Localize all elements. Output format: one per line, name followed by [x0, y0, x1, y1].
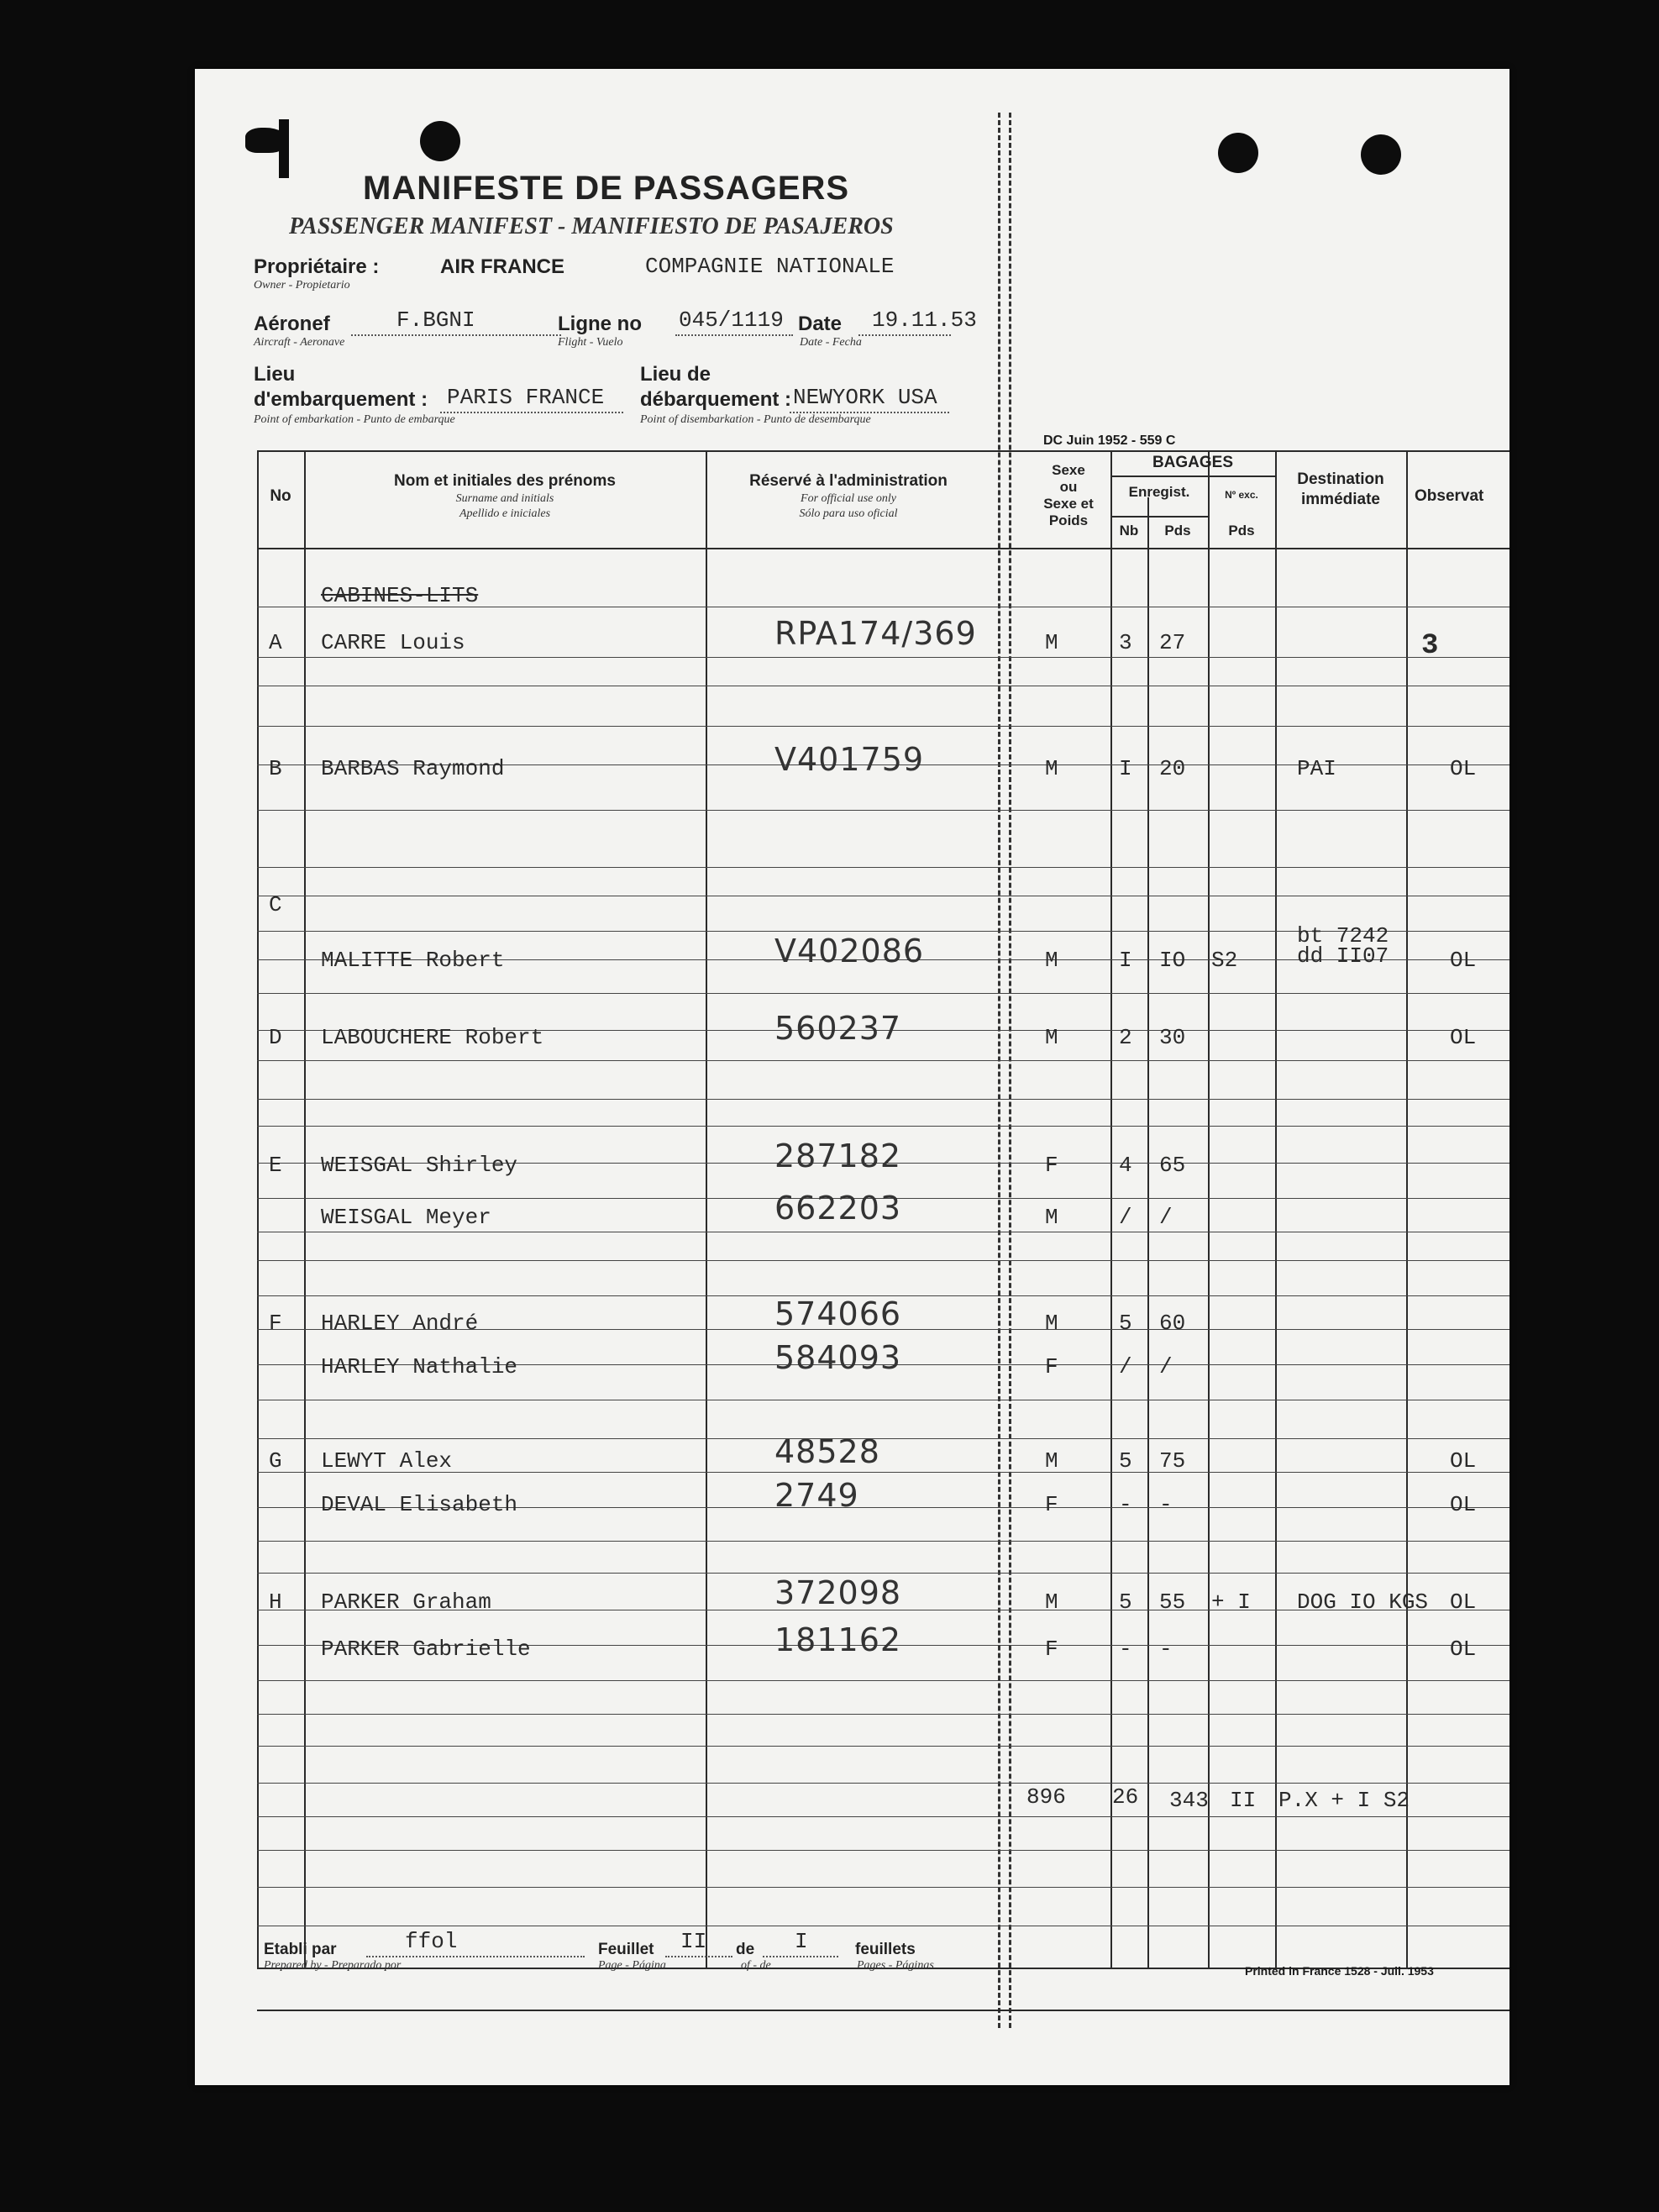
row-letter: F	[269, 1311, 282, 1336]
ruled-line	[257, 1438, 1509, 1439]
punch-hole	[1218, 133, 1258, 173]
date-value: 19.11.53	[872, 307, 977, 333]
ruled-line	[257, 1887, 1509, 1888]
of-label: de	[736, 1941, 755, 1958]
owner-value: AIR FRANCE	[440, 255, 564, 278]
ticket-number: 574066	[774, 1295, 902, 1332]
sex: F	[1045, 1354, 1058, 1379]
disembark-value: NEWYORK USA	[793, 385, 937, 410]
row-letter: D	[269, 1025, 282, 1050]
passenger-name: HARLEY André	[321, 1311, 479, 1336]
printed-note: Printed in France 1528 - Juil. 1953	[1245, 1964, 1434, 1978]
passenger-name: PARKER Graham	[321, 1589, 491, 1615]
date-sublabel: Date - Fecha	[800, 336, 862, 349]
col-header-name: Nom et initiales des prénoms	[394, 472, 616, 490]
sex: M	[1045, 1025, 1058, 1050]
of-value: I	[795, 1929, 808, 1954]
disembark-sublabel: Point of disembarkation - Punto de desembarque	[640, 413, 871, 426]
sheets-label: feuillets	[855, 1941, 916, 1958]
bag-count: 5	[1119, 1311, 1132, 1336]
ruled-line	[257, 1099, 1509, 1100]
passenger-name: DEVAL Elisabeth	[321, 1492, 518, 1517]
embark-sublabel: Point of embarkation - Punto de embarque	[254, 413, 455, 426]
sex: M	[1045, 1311, 1058, 1336]
bag-count: 5	[1119, 1589, 1132, 1615]
ticket-number: 584093	[774, 1339, 902, 1376]
total-bags: 26	[1112, 1784, 1139, 1810]
sheets-sublabel: Pages - Páginas	[857, 1959, 934, 1972]
ticket-number: RPA174/369	[774, 615, 977, 652]
sheet-label: Feuillet	[598, 1941, 654, 1958]
embark-label-2: d'embarquement :	[254, 388, 428, 411]
ticket-number: 2749	[774, 1477, 859, 1514]
ruled-line	[257, 1260, 1509, 1261]
ticket-number: 48528	[774, 1433, 880, 1470]
bag-weight: IO	[1159, 948, 1186, 973]
sex: M	[1045, 756, 1058, 781]
bag-count: 4	[1119, 1153, 1132, 1178]
passenger-name: WEISGAL Shirley	[321, 1153, 518, 1178]
col-header-registered: Enregist.	[1128, 484, 1190, 500]
aircraft-value: F.BGNI	[396, 307, 475, 333]
passenger-name: HARLEY Nathalie	[321, 1354, 518, 1379]
destination: bt 7242 dd II07	[1297, 923, 1389, 969]
prepared-value: ffol	[405, 1929, 458, 1954]
passenger-name: MALITTE Robert	[321, 948, 505, 973]
row-letter: E	[269, 1153, 282, 1178]
bag-weight: 55	[1159, 1589, 1186, 1615]
destination: DOG IO KGS	[1297, 1589, 1429, 1615]
owner-label: Propriétaire :	[254, 255, 380, 278]
ruled-line	[257, 726, 1509, 727]
passenger-name: CARRE Louis	[321, 630, 465, 655]
ticket-number: 181162	[774, 1621, 902, 1658]
ticket-number: V401759	[774, 741, 925, 778]
ruled-line	[257, 1060, 1509, 1061]
col-header-observations: Observat	[1415, 487, 1484, 505]
bag-weight: 30	[1159, 1025, 1186, 1050]
col-header-immediate: immédiate	[1301, 491, 1380, 508]
bag-count: I	[1119, 948, 1132, 973]
bag-count: 2	[1119, 1025, 1132, 1050]
ruled-line	[257, 1746, 1509, 1747]
col-header-sex: Sexe	[1052, 462, 1085, 478]
ticket-number: 287182	[774, 1138, 902, 1174]
bag-weight: 65	[1159, 1153, 1186, 1178]
excess-baggage: S2	[1211, 948, 1238, 973]
passenger-name: WEISGAL Meyer	[321, 1205, 491, 1230]
ruled-line	[257, 1573, 1509, 1574]
disembark-label-2: débarquement :	[640, 388, 792, 411]
ruled-line	[257, 657, 1509, 658]
line-value: 045/1119	[679, 307, 784, 333]
ruled-line	[257, 1541, 1509, 1542]
date-label: Date	[798, 313, 843, 335]
passenger-name: BARBAS Raymond	[321, 756, 505, 781]
bag-weight: -	[1159, 1492, 1173, 1517]
total-destination: P.X + I S2	[1278, 1788, 1410, 1813]
bag-weight: 20	[1159, 756, 1186, 781]
row-letter: H	[269, 1589, 282, 1615]
ruled-line	[257, 810, 1509, 811]
observation: OL	[1450, 1492, 1477, 1517]
total-bag-weight: 343	[1169, 1788, 1209, 1813]
sex: F	[1045, 1153, 1058, 1178]
line-sublabel: Flight - Vuelo	[558, 336, 623, 349]
bag-count: -	[1119, 1492, 1132, 1517]
bag-weight: 27	[1159, 630, 1186, 655]
col-header-sex-and: Sexe et	[1043, 496, 1094, 512]
col-header-admin-es: Sólo para uso oficial	[799, 507, 898, 520]
fold-divider	[998, 113, 1011, 2028]
row-letter: C	[269, 892, 282, 917]
col-header-weight: Poids	[1048, 512, 1089, 528]
ruled-line	[257, 1850, 1509, 1851]
destination: PAI	[1297, 756, 1336, 781]
bag-weight: /	[1159, 1354, 1173, 1379]
sex: F	[1045, 1492, 1058, 1517]
ruled-line	[257, 1126, 1509, 1127]
embark-value: PARIS FRANCE	[447, 385, 605, 410]
sex: M	[1045, 630, 1058, 655]
bag-count: I	[1119, 756, 1132, 781]
col-header-excess-pds: Pds	[1228, 523, 1255, 539]
ruled-line	[257, 993, 1509, 994]
page-subtitle: PASSENGER MANIFEST - MANIFIESTO DE PASAJEROS	[289, 213, 894, 239]
passenger-name: PARKER Gabrielle	[321, 1637, 531, 1662]
col-header-no: No	[270, 487, 291, 505]
passenger-name: CABINES-LITS	[321, 583, 479, 608]
bag-count: /	[1119, 1354, 1132, 1379]
aircraft-label: Aéronef	[254, 313, 330, 335]
bag-weight: /	[1159, 1205, 1173, 1230]
bag-weight: 60	[1159, 1311, 1186, 1336]
col-header-destination: Destination	[1297, 470, 1384, 488]
col-header-sex-or: ou	[1059, 479, 1078, 495]
ruled-line	[257, 1783, 1509, 1784]
bag-count: 5	[1119, 1448, 1132, 1474]
excess-baggage: + I	[1211, 1589, 1251, 1615]
total-excess: II	[1230, 1788, 1257, 1813]
observation: OL	[1450, 1637, 1477, 1662]
observation: OL	[1450, 1448, 1477, 1474]
observation: OL	[1450, 1589, 1477, 1615]
owner-typed: COMPAGNIE NATIONALE	[645, 254, 895, 279]
col-header-nb: Nb	[1119, 523, 1139, 539]
sex: M	[1045, 1205, 1058, 1230]
bag-count: /	[1119, 1205, 1132, 1230]
ink-blot	[279, 119, 289, 178]
bag-count: 3	[1119, 630, 1132, 655]
owner-sublabel: Owner - Propietario	[254, 279, 350, 292]
ruled-line	[257, 1714, 1509, 1715]
row-letter: G	[269, 1448, 282, 1474]
embark-label: Lieu	[254, 363, 296, 386]
bag-count: -	[1119, 1637, 1132, 1662]
disembark-label: Lieu de	[640, 363, 711, 386]
sex: M	[1045, 948, 1058, 973]
ticket-number: 662203	[774, 1190, 902, 1227]
line-label: Ligne no	[558, 313, 642, 335]
ticket-number: 560237	[774, 1010, 902, 1047]
passenger-name: LABOUCHERE Robert	[321, 1025, 544, 1050]
observation: OL	[1450, 756, 1477, 781]
sheet-value: II	[680, 1929, 707, 1954]
col-header-name-en: Surname and initials	[455, 492, 554, 505]
col-header-admin-en: For official use only	[801, 492, 896, 505]
aircraft-sublabel: Aircraft - Aeronave	[254, 336, 345, 349]
observation: 3	[1421, 630, 1439, 662]
sheet-sublabel: Page - Página	[598, 1959, 666, 1972]
ruled-line	[257, 1680, 1509, 1681]
punch-hole	[1361, 134, 1401, 175]
sex: M	[1045, 1448, 1058, 1474]
sex: M	[1045, 1589, 1058, 1615]
total-weight: 896	[1026, 1784, 1066, 1810]
col-header-name-es: Apellido e iniciales	[459, 507, 551, 520]
col-header-excess: Nº exc.	[1225, 489, 1258, 501]
sex: F	[1045, 1637, 1058, 1662]
observation: OL	[1450, 948, 1477, 973]
page-title: MANIFESTE DE PASSAGERS	[363, 170, 850, 207]
row-letter: B	[269, 756, 282, 781]
form-code: DC Juin 1952 - 559 C	[1043, 433, 1176, 448]
punch-hole	[420, 121, 460, 161]
manifest-sheet	[195, 69, 1509, 2085]
ruled-line	[257, 1816, 1509, 1817]
prepared-sublabel: Prepared by - Preparado por	[264, 1959, 402, 1972]
passenger-name: LEWYT Alex	[321, 1448, 453, 1474]
col-header-pds: Pds	[1164, 523, 1191, 539]
col-header-admin: Réservé à l'administration	[749, 472, 948, 490]
ticket-number: V402086	[774, 933, 925, 969]
of-sublabel: of - de	[741, 1959, 771, 1972]
observation: OL	[1450, 1025, 1477, 1050]
ticket-number: 372098	[774, 1574, 902, 1611]
bag-weight: -	[1159, 1637, 1173, 1662]
ruled-line	[257, 867, 1509, 868]
col-header-baggage: BAGAGES	[1152, 454, 1234, 471]
prepared-label: Etabli par	[264, 1941, 337, 1958]
row-letter: A	[269, 630, 282, 655]
bag-weight: 75	[1159, 1448, 1186, 1474]
